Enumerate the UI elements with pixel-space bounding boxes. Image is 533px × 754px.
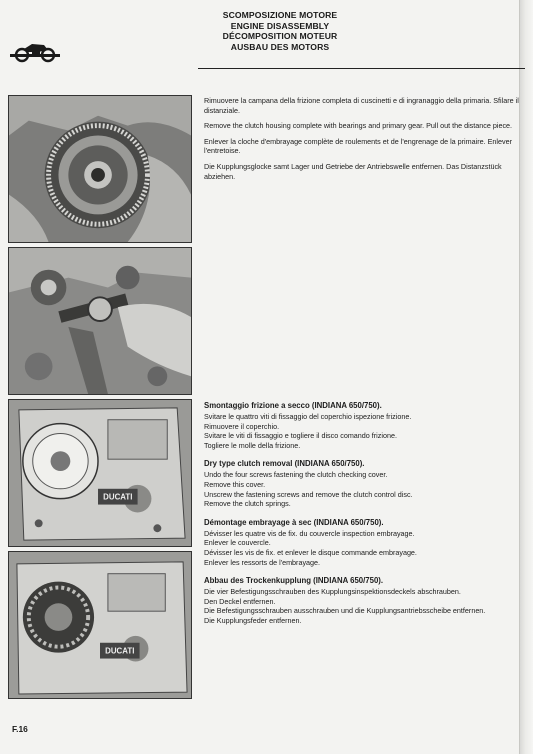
step2-italian-block	[204, 401, 520, 450]
step2-text	[204, 401, 520, 635]
header-title-english: ENGINE DISASSEMBLY	[230, 20, 330, 31]
header-rule	[198, 68, 525, 69]
step2-french-line: Enlever le couvercle.	[204, 538, 271, 548]
step2-french-line: Enlever les ressorts de l'embrayage.	[204, 557, 321, 567]
step2-german-line: Die vier Befestigungsschrauben des Kupplungsinspektionsdeckels abschrauben.	[204, 587, 461, 597]
step1-french: Enlever la cloche d'embrayage complète de roulements et de l'engrenage de la primaire. Enlever l'entretoise.	[204, 136, 512, 156]
step2-german-block	[204, 576, 520, 625]
step2-english-block	[204, 459, 520, 508]
step1-english: Remove the clutch housing complete with bearings and primary gear. Pull out the distance piece.	[204, 121, 513, 131]
header-title-french: DÉCOMPOSITION MOTEUR	[222, 31, 338, 41]
brand-plate-text: DUCATI	[103, 492, 133, 502]
photo-clutch-cover-engine	[8, 399, 192, 547]
page-header	[200, 10, 360, 52]
step2-italian-line: Togliere le molle della frizione.	[204, 440, 301, 450]
step1-german: Die Kupplungsglocke samt Lager und Getriebe der Antriebswelle entfernen. Das Distanzstück abziehen.	[204, 161, 502, 181]
step2-german-line: Die Befestigungsschrauben ausschrauben und die Kupplungsantriebsscheibe entfernen.	[204, 606, 486, 616]
step2-french-title: Démontage embrayage à sec (INDIANA 650/750).	[204, 517, 384, 527]
step2-english-title: Dry type clutch removal (INDIANA 650/750).	[204, 459, 365, 469]
step2-french-line: Dévisser les quatre vis de fix. du couvercle inspection embrayage.	[204, 528, 415, 538]
brand-plate-text-2: DUCATI	[105, 646, 135, 656]
step1-italian: Rimuovere la campana della frizione completa di cuscinetti e di ingranaggio della primaria. Sfilare il distanziale.	[204, 96, 519, 115]
header-title-german: AUSBAU DES MOTORS	[230, 41, 330, 52]
step2-german-line: Den Deckel entfernen.	[204, 596, 276, 606]
step2-french-block	[204, 518, 520, 567]
header-title-italian: SCOMPOSIZIONE MOTORE	[222, 10, 338, 20]
step2-italian-title: Smontaggio frizione a secco (INDIANA 650/750).	[204, 401, 382, 410]
step1-text	[204, 96, 520, 187]
step2-english-line: Remove this cover.	[204, 479, 266, 489]
page-number: F.16	[12, 724, 28, 734]
step2-english-line: Remove the clutch springs.	[204, 499, 291, 509]
step2-german-title: Abbau des Trockenkupplung (INDIANA 650/750).	[204, 576, 384, 586]
step2-italian-line: Svitare le quattro viti di fissaggio del coperchio ispezione frizione.	[204, 412, 412, 421]
step2-french-line: Dévisser les vis de fix. et enlever le disque commande embrayage.	[204, 547, 417, 557]
step2-german-line: Die Kupplungsfeder entfernen.	[204, 615, 302, 625]
photo-clutch-housing-removal	[8, 95, 192, 243]
step2-english-line: Unscrew the fastening screws and remove the clutch control disc.	[204, 489, 413, 499]
motorcycle-logo-icon	[10, 40, 60, 64]
photo-distance-piece-removal	[8, 247, 192, 395]
step2-english-line: Undo the four screws fastening the clutch checking cover.	[204, 470, 388, 480]
photo-clutch-springs	[8, 551, 192, 699]
step2-italian-line: Svitare le viti di fissaggio e togliere il disco comando frizione.	[204, 431, 397, 441]
page-edge	[519, 0, 533, 754]
step2-italian-line: Rimuovere il coperchio.	[204, 421, 280, 431]
